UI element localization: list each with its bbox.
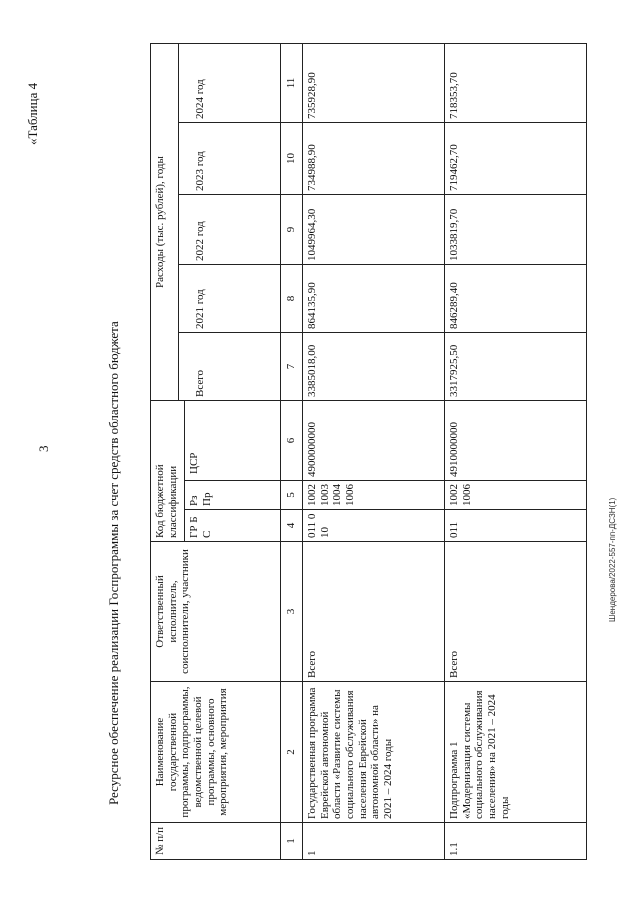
table-row bbox=[303, 44, 445, 860]
header-2022-label: 2022 год bbox=[194, 221, 206, 261]
row2-2021: 846289,40 bbox=[445, 265, 587, 333]
header-total bbox=[179, 333, 281, 401]
row2-csr: 4910000000 bbox=[445, 401, 587, 481]
colnum-6: 6 bbox=[281, 401, 303, 481]
header-grbs: ГР БС bbox=[185, 510, 281, 542]
row2-2023: 719462,70 bbox=[445, 123, 587, 195]
colnum-5: 5 bbox=[281, 481, 303, 510]
header-row-1 bbox=[151, 44, 179, 860]
row2-2022: 1033819,70 bbox=[445, 195, 587, 265]
row1-name: Государственная программа Еврейской автономной области «Развитие системы социального обслуживания населения Еврейской автономной области» на 2021 – 2024 годы bbox=[303, 682, 445, 823]
row2-rzpr: 1002 1006 bbox=[445, 481, 587, 510]
row1-executor: Всего bbox=[303, 542, 445, 682]
row2-total: 3317925,50 bbox=[445, 333, 587, 401]
colnum-3: 3 bbox=[281, 542, 303, 682]
header-budget-code: Код бюджетной классификации bbox=[151, 401, 185, 542]
header-expenses: Расходы (тыс. рублей), годы bbox=[151, 44, 179, 401]
column-numbers-row bbox=[281, 44, 303, 860]
row1-2024: 735928,90 bbox=[303, 44, 445, 123]
header-2023 bbox=[179, 123, 281, 195]
colnum-9: 9 bbox=[281, 195, 303, 265]
row1-total: 3385018,00 bbox=[303, 333, 445, 401]
colnum-10: 10 bbox=[281, 123, 303, 195]
row1-rzpr: 1002 1003 1004 1006 bbox=[303, 481, 445, 510]
row2-executor: Всего bbox=[445, 542, 587, 682]
footer-code: Шендерова/2022-557-пп-ДСЗН(1) bbox=[608, 497, 617, 622]
header-total-label: Всего bbox=[194, 370, 206, 397]
table-label: «Таблица 4 bbox=[25, 82, 40, 145]
header-2024 bbox=[179, 44, 281, 123]
row1-csr: 4900000000 bbox=[303, 401, 445, 481]
row2-2024: 718353,70 bbox=[445, 44, 587, 123]
header-2021-label: 2021 год bbox=[194, 289, 206, 329]
row1-2023: 734988,90 bbox=[303, 123, 445, 195]
header-name: Наименование государственной программы, подпрограммы, ведомственной целевой программы, основного мероприятия, мероприятия bbox=[151, 682, 281, 823]
row2-grbs: 011 bbox=[445, 510, 587, 542]
colnum-8: 8 bbox=[281, 265, 303, 333]
header-2024-label: 2024 год bbox=[194, 79, 206, 119]
colnum-4: 4 bbox=[281, 510, 303, 542]
row1-2022: 1049964,30 bbox=[303, 195, 445, 265]
table-row bbox=[445, 44, 587, 860]
header-no: № п/п bbox=[151, 823, 281, 860]
header-2021 bbox=[179, 265, 281, 333]
page-number: 3 bbox=[36, 445, 51, 452]
header-csr: ЦСР bbox=[185, 401, 281, 481]
row2-name: Подпрограмма 1 «Модернизация системы социального обслуживания населения» на 2021 – 2024 годы bbox=[445, 682, 587, 823]
row2-no: 1.1 bbox=[445, 823, 587, 860]
row1-no: 1 bbox=[303, 823, 445, 860]
colnum-11: 11 bbox=[281, 44, 303, 123]
colnum-2: 2 bbox=[281, 682, 303, 823]
colnum-7: 7 bbox=[281, 333, 303, 401]
row1-2021: 864135,90 bbox=[303, 265, 445, 333]
document-title: Ресурсное обеспечение реализации Госпрограммы за счет средств областного бюджета bbox=[106, 321, 121, 805]
resource-table bbox=[150, 43, 587, 860]
row1-grbs: 011 010 bbox=[303, 510, 445, 542]
header-rzpr: Рз Пр bbox=[185, 481, 281, 510]
header-2022 bbox=[179, 195, 281, 265]
colnum-1: 1 bbox=[281, 823, 303, 860]
header-executor: Ответственный исполнитель, соисполнители, участники bbox=[151, 542, 281, 682]
header-2023-label: 2023 год bbox=[194, 151, 206, 191]
